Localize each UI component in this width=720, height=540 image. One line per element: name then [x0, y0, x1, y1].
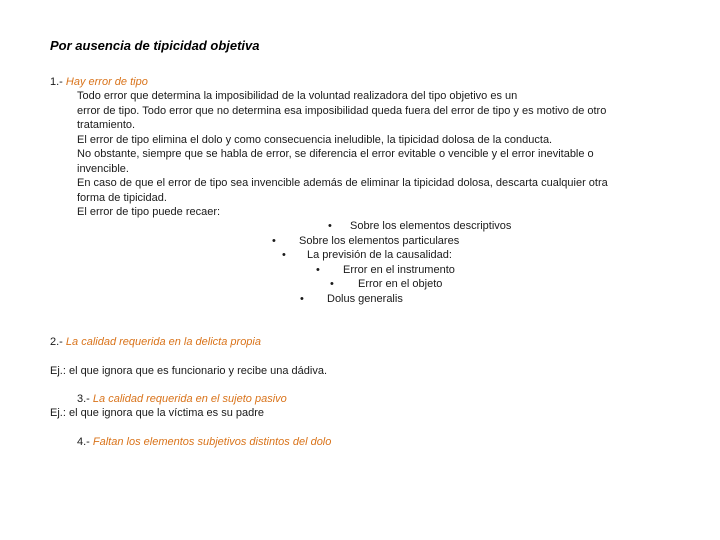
section-4-title: Faltan los elementos subjetivos distintos del dolo	[92, 436, 332, 448]
section-1-heading	[50, 75, 148, 89]
paragraph-line: forma de tipicidad.	[77, 191, 167, 204]
bullet-icon: •	[330, 278, 334, 290]
bullet-item: • Sobre los elementos particulares	[272, 234, 460, 247]
section-2-example: Ej.: el que ignora que es funcionario y recibe una dádiva.	[50, 365, 328, 377]
section-2-heading	[50, 335, 261, 349]
section-3-heading	[77, 392, 287, 406]
paragraph-line: El error de tipo elimina el dolo y como consecuencia ineludible, la tipicidad dolosa de la conducta.	[77, 133, 553, 146]
section-4-number: 4.-	[77, 436, 93, 448]
paragraph-line: invencible.	[77, 162, 129, 175]
bullet-icon: •	[282, 249, 286, 261]
bullet-item: • Dolus generalis	[300, 292, 403, 305]
bullet-icon: •	[316, 263, 320, 276]
section-2-number: 2.-	[50, 336, 66, 348]
paragraph-line: Todo error que determina la imposibilidad de la voluntad realizadora del tipo objetivo es un	[77, 90, 518, 102]
paragraph-line: tratamiento.	[77, 119, 136, 131]
section-1-title: Hay error de tipo	[65, 76, 148, 88]
paragraph-line: error de tipo. Todo error que no determina esa imposibilidad queda fuera del error de tipo y es motivo de otro	[77, 104, 607, 117]
bullet-item: • Error en el instrumento	[316, 263, 455, 276]
paragraph-line: No obstante, siempre que se habla de error, se diferencia el error evitable o vencible y el error inevitable o	[77, 148, 594, 160]
bullet-item: • Error en el objeto	[330, 278, 443, 290]
section-3-number: 3.-	[77, 393, 93, 405]
page-title: Por ausencia de tipicidad objetiva	[50, 38, 260, 53]
paragraph-line: En caso de que el error de tipo sea invencible además de eliminar la tipicidad dolosa, descarta cualquier otra	[77, 177, 608, 189]
bullet-icon: •	[272, 234, 276, 247]
bullet-item: • Sobre los elementos descriptivos	[328, 220, 512, 232]
section-3-title: La calidad requerida en el sujeto pasivo	[92, 393, 287, 405]
bullet-item: • La previsión de la causalidad:	[282, 249, 452, 261]
section-2-title: La calidad requerida en la delicta propia	[65, 336, 261, 348]
section-4-heading	[77, 435, 331, 449]
bullet-icon: •	[328, 220, 332, 232]
paragraph-line: El error de tipo puede recaer:	[77, 206, 221, 218]
section-1-number: 1.-	[50, 76, 66, 88]
section-3-example: Ej.: el que ignora que la víctima es su padre	[50, 407, 265, 419]
bullet-icon: •	[300, 292, 304, 305]
